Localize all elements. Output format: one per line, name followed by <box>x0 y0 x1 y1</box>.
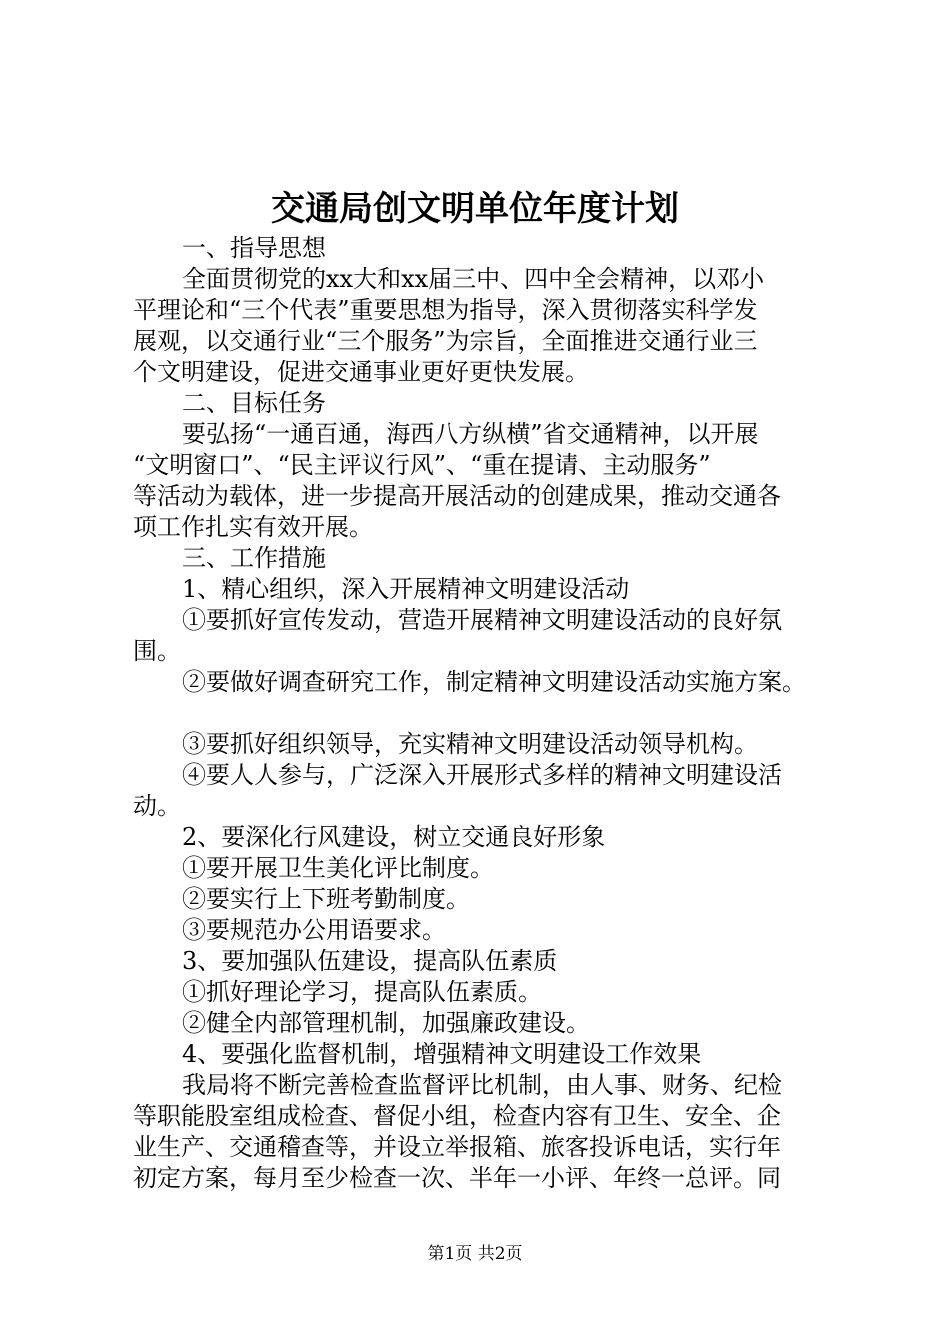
paragraph-line: “文明窗口”、“民主评议行风”、“重在提请、主动服务” <box>133 451 711 479</box>
paragraph-line: 要弘扬“一通百通，海西八方纵横”省交通精神，以开展 <box>182 420 759 448</box>
paragraph-line: 全面贯彻党的xx大和xx届三中、四中全会精神，以邓小 <box>182 265 765 293</box>
list-item: ①抓好理论学习，提高队伍素质。 <box>182 978 542 1006</box>
list-item: ③要抓好组织领导，充实精神文明建设活动领导机构。 <box>182 730 758 758</box>
paragraph-line: 动。 <box>133 792 181 820</box>
paragraph-line: 等职能股室组成检查、督促小组，检查内容有卫生、安全、企 <box>133 1102 781 1130</box>
blank-line <box>133 698 833 729</box>
subsection-heading: 4、要强化监督机制，增强精神文明建设工作效果 <box>182 1040 702 1068</box>
paragraph-line: 项工作扎实有效开展。 <box>133 513 373 541</box>
list-item: ①要开展卫生美化评比制度。 <box>182 854 494 882</box>
list-item: ④要人人参与，广泛深入开展形式多样的精神文明建设活 <box>182 761 782 789</box>
document-body <box>133 233 833 1194</box>
paragraph-line: 我局将不断完善检查监督评比机制，由人事、财务、纪检 <box>182 1071 782 1099</box>
paragraph-line: 业生产、交通稽查等，并设立举报箱、旅客投诉电话，实行年 <box>133 1133 781 1161</box>
page-number-footer: 第1页 共2页 <box>427 1244 523 1264</box>
subsection-heading: 1、精心组织，深入开展精神文明建设活动 <box>182 575 630 603</box>
subsection-heading: 2、要深化行风建设，树立交通良好形象 <box>182 823 606 851</box>
subsection-heading: 3、要加强队伍建设，提高队伍素质 <box>182 947 558 975</box>
paragraph-line: 等活动为载体，进一步提高开展活动的创建成果，推动交通各 <box>133 482 781 510</box>
paragraph-line: 个文明建设，促进交通事业更好更快发展。 <box>133 358 589 386</box>
document-title: 交通局创文明单位年度计划 <box>271 189 679 229</box>
list-item: ③要规范办公用语要求。 <box>182 916 446 944</box>
list-item: ②要做好调查研究工作，制定精神文明建设活动实施方案。 <box>182 668 806 696</box>
list-item: ②要实行上下班考勤制度。 <box>182 885 470 913</box>
list-item: ①要抓好宣传发动，营造开展精神文明建设活动的良好氛 <box>182 606 782 634</box>
section-heading: 三、工作措施 <box>182 544 326 572</box>
section-heading: 二、目标任务 <box>182 389 326 417</box>
paragraph-line: 平理论和“三个代表”重要思想为指导，深入贯彻落实科学发 <box>133 296 758 324</box>
section-heading: 一、指导思想 <box>182 234 326 262</box>
paragraph-line: 展观，以交通行业“三个服务”为宗旨，全面推进交通行业三 <box>133 327 758 355</box>
paragraph-line: 初定方案，每月至少检查一次、半年一小评、年终一总评。同 <box>133 1164 781 1192</box>
list-item: ②健全内部管理机制，加强廉政建设。 <box>182 1009 590 1037</box>
paragraph-line: 围。 <box>133 637 181 665</box>
